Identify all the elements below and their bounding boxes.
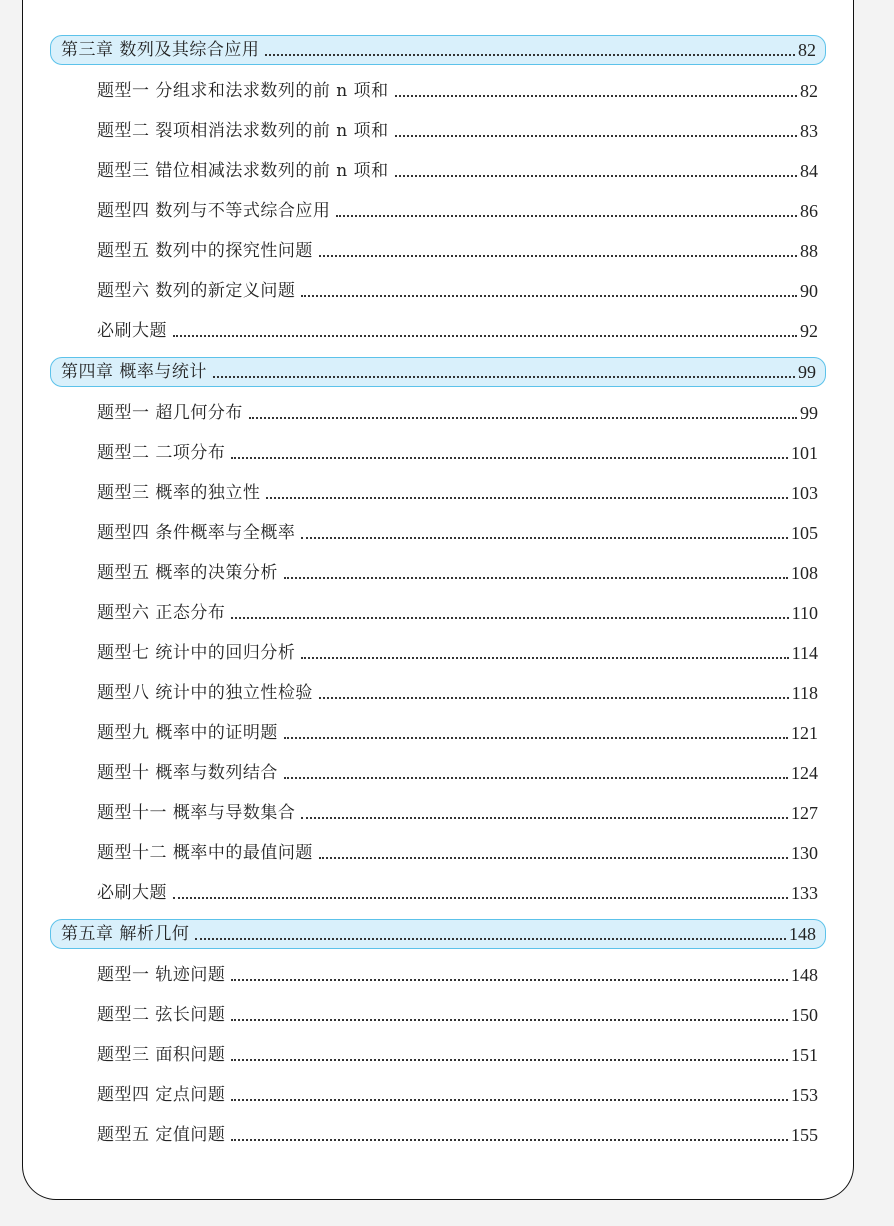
- page-number: 133: [791, 883, 818, 903]
- page-number: 101: [791, 443, 818, 463]
- page-number: 130: [791, 843, 818, 863]
- page-number: 82: [800, 81, 818, 101]
- toc-item[interactable]: [97, 560, 818, 584]
- toc-item[interactable]: [97, 118, 818, 142]
- toc-item[interactable]: [97, 720, 818, 744]
- page-number: 118: [791, 683, 818, 703]
- dot-leader: [319, 255, 797, 257]
- page-number: 148: [791, 965, 818, 985]
- page-number: 83: [800, 121, 818, 141]
- dot-leader: [231, 1019, 788, 1021]
- toc-item[interactable]: [97, 400, 818, 424]
- item-title: 题型五 数列中的探究性问题: [97, 241, 313, 261]
- dot-leader: [336, 215, 797, 217]
- dot-leader: [301, 657, 788, 659]
- toc-item[interactable]: [97, 480, 818, 504]
- dot-leader: [284, 577, 788, 579]
- page-number: 105: [791, 523, 818, 543]
- item-title: 题型一 超几何分布: [97, 403, 243, 423]
- dot-leader: [231, 1059, 788, 1061]
- toc-item[interactable]: [97, 1002, 818, 1026]
- page-number: 82: [798, 40, 816, 60]
- toc-item[interactable]: [97, 1082, 818, 1106]
- dot-leader: [265, 54, 795, 56]
- dot-leader: [249, 417, 797, 419]
- dot-leader: [266, 497, 788, 499]
- item-title: 题型四 数列与不等式综合应用: [97, 201, 331, 221]
- toc-item[interactable]: [97, 640, 818, 664]
- dot-leader: [319, 697, 789, 699]
- dot-leader: [173, 335, 797, 337]
- item-title: 题型七 统计中的回归分析: [97, 643, 296, 663]
- page-number: 84: [800, 161, 818, 181]
- page-number: 86: [800, 201, 818, 221]
- item-title: 题型五 定值问题: [97, 1125, 226, 1145]
- page-number: 150: [791, 1005, 818, 1025]
- item-title: 必刷大题: [97, 883, 167, 903]
- toc-chapter-4[interactable]: [50, 357, 826, 387]
- toc-chapter-3[interactable]: [50, 35, 826, 65]
- dot-leader: [173, 897, 788, 899]
- dot-leader: [395, 95, 797, 97]
- toc-item[interactable]: [97, 760, 818, 784]
- page-number: 92: [800, 321, 818, 341]
- page-number: 99: [798, 362, 816, 382]
- toc-item[interactable]: [97, 78, 818, 102]
- toc-item[interactable]: [97, 278, 818, 302]
- page-number: 110: [791, 603, 818, 623]
- item-title: 题型二 弦长问题: [97, 1005, 226, 1025]
- item-title: 题型十 概率与数列结合: [97, 763, 278, 783]
- page-number: 90: [800, 281, 818, 301]
- dot-leader: [231, 979, 788, 981]
- dot-leader: [284, 737, 788, 739]
- item-title: 题型二 裂项相消法求数列的前 n 项和: [97, 121, 389, 141]
- item-title: 题型二 二项分布: [97, 443, 226, 463]
- item-title: 题型六 数列的新定义问题: [97, 281, 296, 301]
- page-number: 88: [800, 241, 818, 261]
- document-page: [22, 0, 854, 1200]
- toc-item[interactable]: [97, 1042, 818, 1066]
- page-number: 99: [800, 403, 818, 423]
- dot-leader: [231, 1099, 788, 1101]
- dot-leader: [195, 938, 786, 940]
- item-title: 题型一 轨迹问题: [97, 965, 226, 985]
- item-title: 题型三 面积问题: [97, 1045, 226, 1065]
- dot-leader: [301, 537, 788, 539]
- item-title: 题型三 错位相减法求数列的前 n 项和: [97, 161, 389, 181]
- page-number: 108: [791, 563, 818, 583]
- toc-item[interactable]: [97, 962, 818, 986]
- dot-leader: [395, 175, 797, 177]
- item-title: 题型四 条件概率与全概率: [97, 523, 296, 543]
- toc-item[interactable]: [97, 158, 818, 182]
- toc-item[interactable]: [97, 600, 818, 624]
- toc-item[interactable]: [97, 880, 818, 904]
- page-number: 151: [791, 1045, 818, 1065]
- page-number: 103: [791, 483, 818, 503]
- toc-item[interactable]: [97, 520, 818, 544]
- dot-leader: [231, 457, 788, 459]
- toc-item[interactable]: [97, 1122, 818, 1146]
- dot-leader: [231, 1139, 788, 1141]
- toc-item[interactable]: [97, 840, 818, 864]
- chapter-title: 第三章 数列及其综合应用: [61, 40, 260, 60]
- item-title: 必刷大题: [97, 321, 167, 341]
- page-number: 127: [791, 803, 818, 823]
- item-title: 题型六 正态分布: [97, 603, 226, 623]
- page-number: 114: [791, 643, 818, 663]
- dot-leader: [319, 857, 788, 859]
- toc-item[interactable]: [97, 680, 818, 704]
- item-title: 题型五 概率的决策分析: [97, 563, 278, 583]
- chapter-title: 第五章 解析几何: [61, 924, 190, 944]
- dot-leader: [395, 135, 797, 137]
- toc-item[interactable]: [97, 198, 818, 222]
- item-title: 题型九 概率中的证明题: [97, 723, 278, 743]
- toc-item[interactable]: [97, 800, 818, 824]
- dot-leader: [301, 817, 788, 819]
- dot-leader: [301, 295, 797, 297]
- item-title: 题型十二 概率中的最值问题: [97, 843, 313, 863]
- page-number: 121: [791, 723, 818, 743]
- toc-item[interactable]: [97, 318, 818, 342]
- toc-chapter-5[interactable]: [50, 919, 826, 949]
- toc-item[interactable]: [97, 440, 818, 464]
- dot-leader: [231, 617, 788, 619]
- chapter-title: 第四章 概率与统计: [61, 362, 207, 382]
- item-title: 题型三 概率的独立性: [97, 483, 261, 503]
- item-title: 题型十一 概率与导数集合: [97, 803, 296, 823]
- dot-leader: [213, 376, 795, 378]
- page-number: 155: [791, 1125, 818, 1145]
- item-title: 题型八 统计中的独立性检验: [97, 683, 313, 703]
- dot-leader: [284, 777, 788, 779]
- toc-item[interactable]: [97, 238, 818, 262]
- page-number: 148: [789, 924, 816, 944]
- page-number: 153: [791, 1085, 818, 1105]
- item-title: 题型一 分组求和法求数列的前 n 项和: [97, 81, 389, 101]
- item-title: 题型四 定点问题: [97, 1085, 226, 1105]
- page-number: 124: [791, 763, 818, 783]
